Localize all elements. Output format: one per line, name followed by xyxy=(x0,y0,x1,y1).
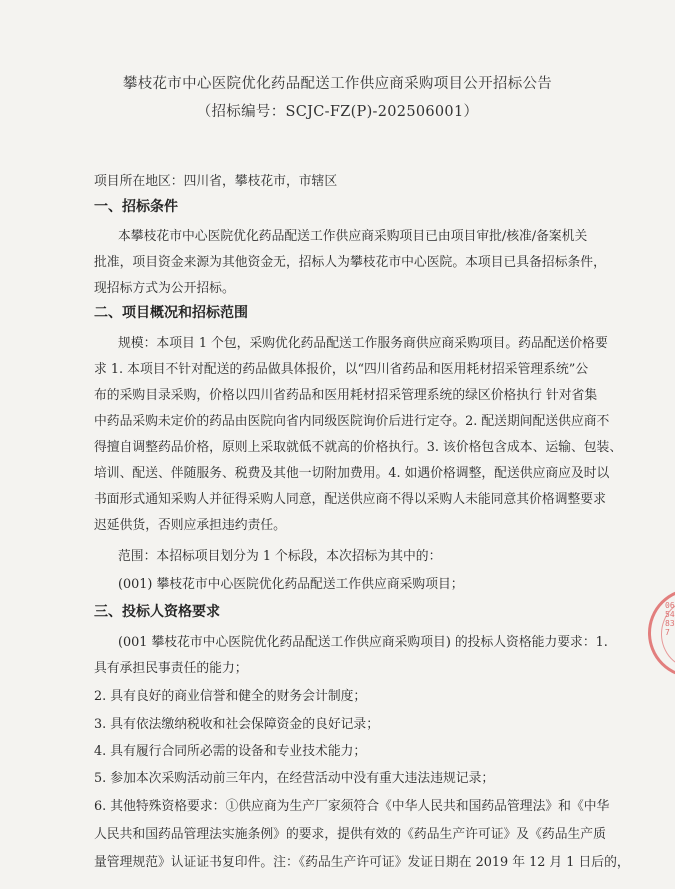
section-2-line: 规模：本项目 1 个包，采购优化药品配送工作服务商供应商采购项目。药品配送价格要 xyxy=(118,336,608,351)
section-3-line: 3. 具有依法缴纳税收和社会保障资金的良好记录； xyxy=(94,717,380,732)
section-2-line: 范围：本招标项目划分为 1 个标段，本次招标为其中的： xyxy=(118,549,442,564)
section-3-line: 5. 参加本次采购活动前三年内，在经营活动中没有重大违法违规记录； xyxy=(94,771,495,786)
document-title: 攀枝花市中心医院优化药品配送工作供应商采购项目公开招标公告 xyxy=(122,76,553,92)
section-2-line: 书面形式通知采购人并征得采购人同意，配送供应商不得以采购人未能同意其价格调整要求 xyxy=(94,492,606,507)
section-3-line: 具有承担民事责任的能力； xyxy=(94,661,248,676)
section-1-line: 批准，项目资金来源为其他资金无，招标人为攀枝花市中心医院。本项目已具备招标条件， xyxy=(94,255,606,270)
section-heading-3: 三、投标人资格要求 xyxy=(94,604,220,620)
section-3-line: 量管理规范》认证证书复印件。注：《药品生产许可证》发证日期在 2019 年 12 月 1 日后的， xyxy=(94,855,630,870)
project-location: 项目所在地区：四川省，攀枝花市，市辖区 xyxy=(94,174,338,189)
section-3-line: (001 攀枝花市中心医院优化药品配送工作供应商采购项目) 的投标人资格能力要求：1. xyxy=(118,635,608,650)
section-2-line: 得擅自调整药品价格，原则上采取就低不就高的价格执行。3. 该价格包含成本、运输、包装、 xyxy=(94,440,623,455)
section-3-line: 6. 其他特殊资格要求：①供应商为生产厂家须符合《中华人民共和国药品管理法》和《中华 xyxy=(94,799,610,814)
official-seal-stamp xyxy=(648,588,675,678)
section-2-line: 迟延供货，否则应承担违约责任。 xyxy=(94,518,286,533)
section-3-line: 4. 具有履行合同所必需的设备和专业技术能力； xyxy=(94,744,367,759)
section-heading-1: 一、招标条件 xyxy=(94,199,178,215)
section-3-line: 人民共和国药品管理法实施条例》的要求，提供有效的《药品生产许可证》及《药品生产质 xyxy=(94,827,606,842)
section-2-line: (001) 攀枝花市中心医院优化药品配送工作供应商采购项目； xyxy=(118,577,464,592)
section-2-line: 求 1. 本项目不针对配送的药品做具体报价，以“四川省药品和医用耗材招采管理系统”公 xyxy=(94,362,589,377)
section-2-line: 培训、配送、伴随服务、税费及其他一切附加费用。4. 如遇价格调整，配送供应商应及时以 xyxy=(94,466,610,481)
section-3-line: 2. 具有良好的商业信誉和健全的财务会计制度； xyxy=(94,689,367,704)
seal-digits: 0654837 xyxy=(665,601,675,637)
section-2-line: 布的采购目录采购，价格以四川省药品和医用耗材招采管理系统的绿区价格执行 针对省集 xyxy=(94,388,598,403)
section-2-line: 中药品采购未定价的药品由医院向省内同级医院询价后进行定夺。2. 配送期间配送供应商不 xyxy=(94,414,610,429)
section-1-line: 本攀枝花市中心医院优化药品配送工作供应商采购项目已由项目审批/核准/备案机关 xyxy=(118,229,588,244)
section-1-line: 现招标方式为公开招标。 xyxy=(94,281,235,296)
tender-number: （招标编号：SCJC-FZ(P)-202506001） xyxy=(196,104,479,120)
section-heading-2: 二、项目概况和招标范围 xyxy=(94,305,248,321)
